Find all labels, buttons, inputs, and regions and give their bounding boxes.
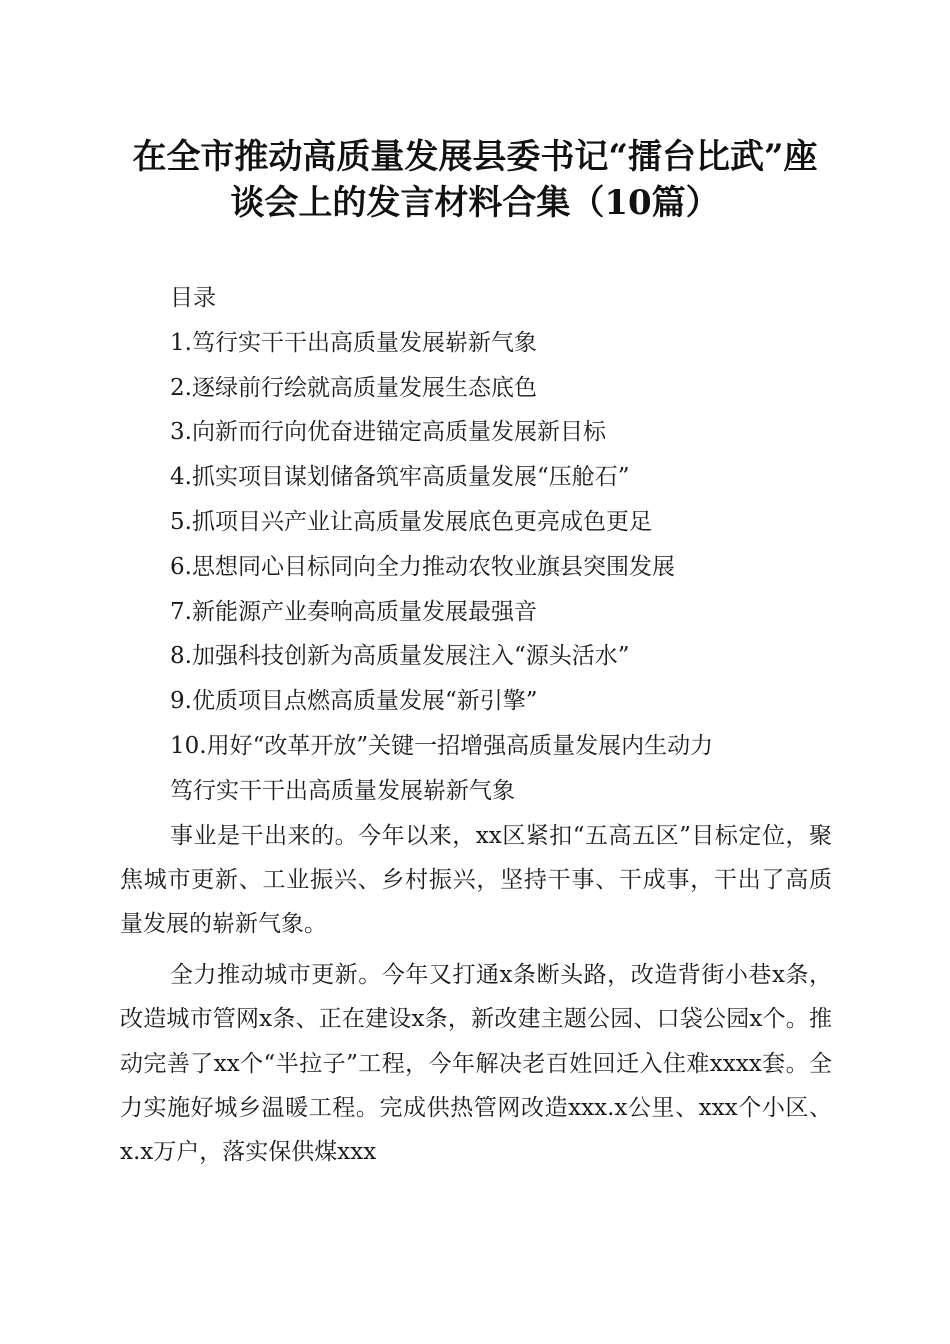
body-paragraph-1: 事业是干出来的。今年以来，xx区紧扣“五高五区”目标定位，聚焦城市更新、工业振兴、乡村振兴，坚持干事、干成事，干出了高质量发展的崭新气象。 (120, 822, 832, 938)
toc-item-6: 6.思想同心目标同向全力推动农牧业旗县突围发展 (170, 553, 675, 580)
toc-heading: 目录 (170, 285, 216, 311)
toc-item-9: 9.优质项目点燃高质量发展“新引擎” (170, 688, 538, 715)
toc-item-7: 7.新能源产业奏响高质量发展最强音 (170, 598, 537, 625)
toc-item-10: 10.用好“改革开放”关键一招增强高质量发展内生动力 (170, 732, 714, 759)
toc-item-8: 8.加强科技创新为高质量发展注入“源头活水” (170, 643, 630, 670)
toc-item-4: 4.抓实项目谋划储备筑牢高质量发展“压舱石” (170, 464, 630, 491)
toc-item-3: 3.向新而行向优奋进锚定高质量发展新目标 (170, 419, 606, 446)
body-paragraph-2: 全力推动城市更新。今年又打通x条断头路，改造背街小巷x条，改造城市管网x条、正在建设x条，新改建主题公园、口袋公园x个。推动完善了xx个“半拉子”工程，今年解决老百姓回迁入住难xxxx套。全力实施好城乡温暖工程。完成供热管网改造xxx.x公里、xxx个小区、x.x万户，落实保供煤xxx (120, 961, 832, 1166)
document-body (120, 276, 832, 1175)
toc-item-1: 1.笃行实干干出高质量发展崭新气象 (170, 329, 537, 356)
toc-item-2: 2.逐绿前行绘就高质量发展生态底色 (170, 374, 537, 401)
section-title: 笃行实干干出高质量发展崭新气象 (170, 777, 515, 804)
document-title: 在全市推动高质量发展县委书记“擂台比武”座谈会上的发言材料合集（10篇） (132, 137, 818, 223)
toc-item-5: 5.抓项目兴产业让高质量发展底色更亮成色更足 (170, 508, 652, 535)
